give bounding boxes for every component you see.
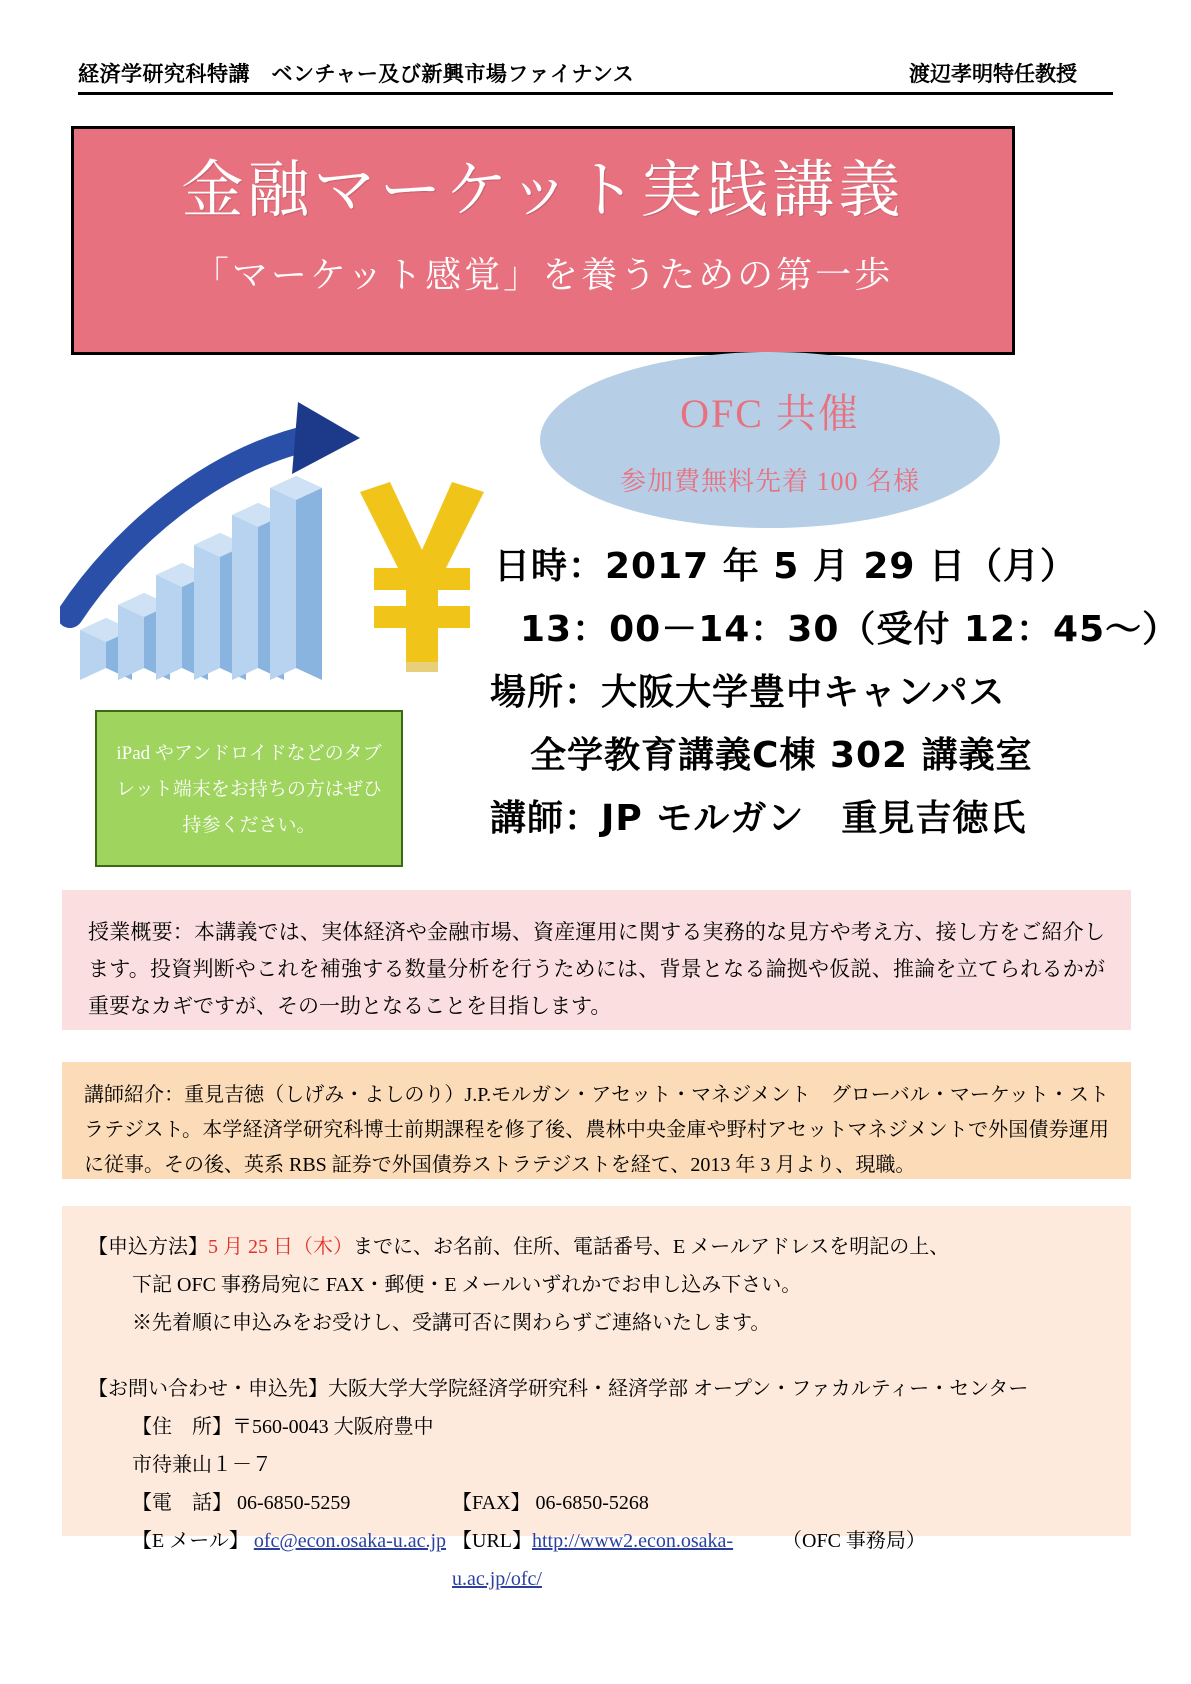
ofc-cohost-subtitle: 参加費無料先着 100 名様 xyxy=(619,467,920,496)
event-speaker: 講師：JP モルガン 重見吉徳氏 xyxy=(490,798,1027,839)
contact-email xyxy=(132,1522,452,1598)
title-banner xyxy=(71,126,1015,355)
contact-phone-value: 06-6850-5259 xyxy=(237,1492,351,1514)
contact-fax xyxy=(452,1484,782,1522)
contact-url xyxy=(452,1522,782,1598)
application-deadline: 5 月 25 日（木） xyxy=(208,1236,353,1258)
contact-office-note: （OFC 事務局） xyxy=(782,1530,926,1552)
contact-address-row xyxy=(88,1408,1105,1484)
contact-phone-label: 【電 話】 xyxy=(132,1492,232,1514)
contact-fax-label: 【FAX】 xyxy=(452,1492,531,1514)
application-method-rest: までに、お名前、住所、電話番号、E メールアドレスを明記の上、 xyxy=(353,1236,950,1258)
contact-online-row xyxy=(88,1522,1105,1598)
course-overview-box: 授業概要：本講義では、実体経済や金融市場、資産運用に関する実務的な見方や考え方、接し方をご紹介します。投資判断やこれを補強する数量分析を行うためには、背景となる論拠や仮説、推論を立てられるかが重要なカギですが、その一助となることを目指します。 xyxy=(62,890,1131,1030)
application-method-label: 【申込方法】 xyxy=(88,1236,208,1258)
contact-phone xyxy=(132,1484,452,1522)
document-header xyxy=(78,58,1113,95)
event-details xyxy=(490,538,1180,853)
contact-title: 【お問い合わせ・申込先】大阪大学大学院経済学研究科・経済学部 オープン・ファカルティー・センター xyxy=(88,1378,1029,1400)
ofc-cohost-title: OFC 共催 xyxy=(680,391,860,436)
event-date: 日時：2017 年 5 月 29 日（月） xyxy=(494,546,1078,587)
page-subtitle: 「マーケット感覚」を養うための第一歩 xyxy=(192,255,894,296)
contact-fax-value: 06-6850-5268 xyxy=(535,1492,649,1514)
header-course-title: 経済学研究科特講 ベンチャー及び新興市場ファイナンス xyxy=(78,62,635,86)
contact-phone-row xyxy=(88,1484,1105,1522)
page-title: 金融マーケット実践講義 xyxy=(181,157,905,225)
application-box xyxy=(62,1206,1131,1590)
event-time: 13：00－14：30（受付 12：45～） xyxy=(520,609,1180,650)
ofc-cohost-badge xyxy=(540,352,1000,528)
contact-email-label: 【E メール】 xyxy=(132,1530,249,1552)
event-venue: 場所：大阪大学豊中キャンパス xyxy=(490,672,1006,713)
contact-url-label: 【URL】 xyxy=(452,1530,532,1552)
contact-address-value: 〒560-0043 大阪府豊中市待兼山１－７ xyxy=(132,1416,434,1476)
lecturer-profile-box: 講師紹介：重見吉徳（しげみ・よしのり）J.P.モルガン・アセット・マネジメント グローバル・マーケット・ストラテジスト。本学経済学研究科博士前期課程を修了後、農林中央金庫や野村アセットマネジメントで外国債券運用に従事。その後、英系 RBS 証券で外国債券ストラテジストを経て、2013 年 3 月より、現職。 xyxy=(62,1062,1131,1179)
tablet-note-box: iPad やアンドロイドなどのタブレット端末をお持ちの方はぜひ持参ください。 xyxy=(95,710,403,867)
contact-url-link[interactable]: http://www2.econ.osaka-u.ac.jp/ofc/ xyxy=(452,1530,734,1590)
growth-chart-yen-icon xyxy=(60,400,530,700)
contact-email-link[interactable]: ofc@econ.osaka-u.ac.jp xyxy=(253,1530,447,1552)
header-professor-name: 渡辺孝明特任教授 xyxy=(909,62,1077,86)
contact-address xyxy=(132,1408,452,1484)
application-note-line: ※先着順に申込みをお受けし、受講可否に関わらずご連絡いたします。 xyxy=(132,1312,771,1334)
application-submit-line: 下記 OFC 事務局宛に FAX・郵便・E メールいずれかでお申し込み下さい。 xyxy=(132,1274,802,1296)
event-room: 全学教育講義C棟 302 講義室 xyxy=(530,735,1033,776)
contact-address-label: 【住 所】 xyxy=(132,1416,232,1438)
application-method-line xyxy=(88,1228,1105,1266)
